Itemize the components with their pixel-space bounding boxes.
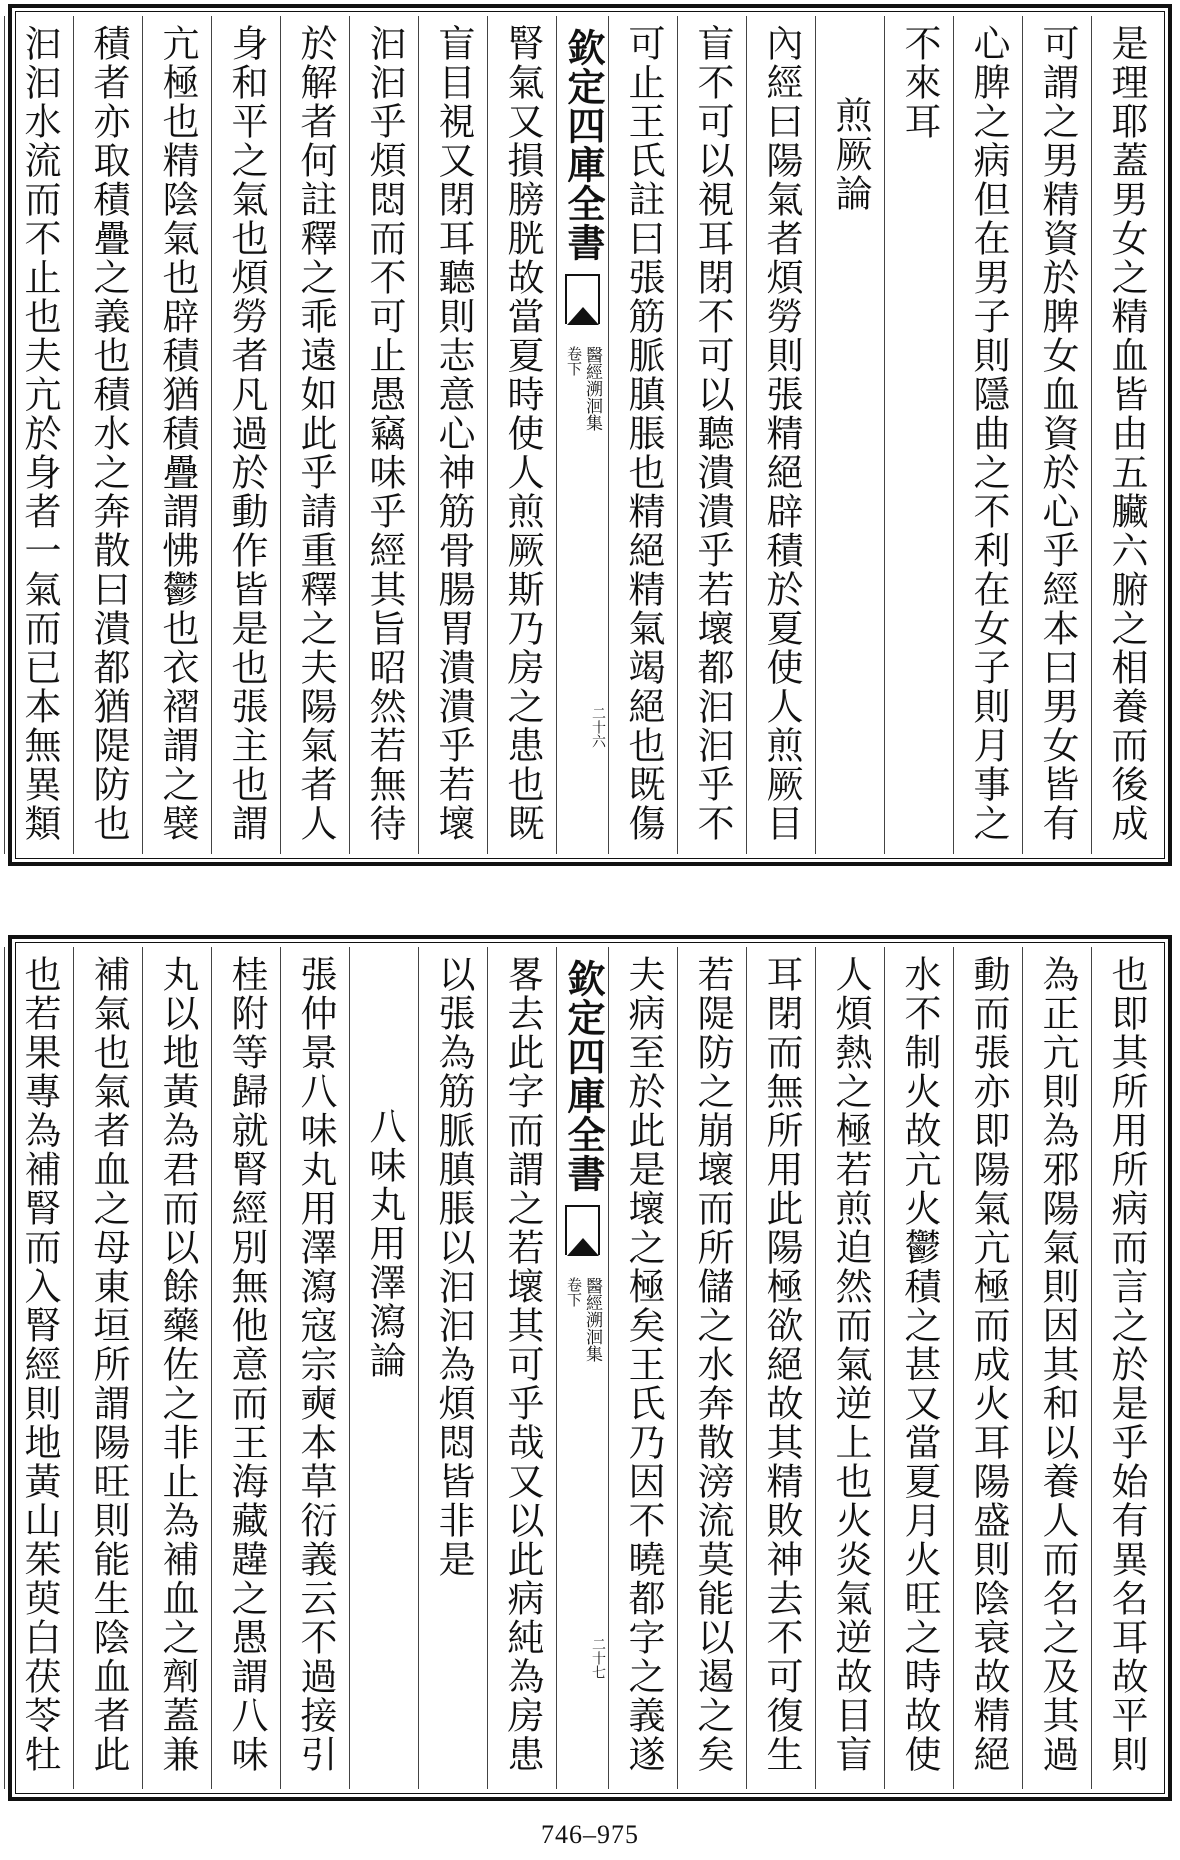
banner-title: 欽定四庫全書 bbox=[561, 28, 606, 262]
text-column: 也即其所用所病而言之於是乎始有異名耳故平則 bbox=[1091, 947, 1160, 1789]
text-column: 人煩熱之極若煎迫然而氣逆上也火炎氣逆故目盲 bbox=[815, 947, 884, 1789]
banner-book-title: 醫經溯洄集 bbox=[582, 346, 602, 431]
banner-folio: 二十六 bbox=[590, 706, 606, 748]
text-column: 夫病至於此是壞之極矣王氏乃因不曉都字之義遂 bbox=[608, 947, 677, 1789]
text-column: 丸以地黃為君而以餘藥佐之非止為補血之劑蓋兼 bbox=[142, 947, 211, 1789]
bottom-text-columns bbox=[20, 947, 1160, 1789]
section-heading: 煎厥論 bbox=[815, 16, 884, 854]
text-column: 於解者何註釋之乖遠如此乎請重釋之夫陽氣者人 bbox=[280, 16, 349, 854]
text-column: 可謂之男精資於脾女血資於心乎經本曰男女皆有 bbox=[1022, 16, 1091, 854]
text-column: 耳閉而無所用此陽極欲絕故其精敗神去不可復生 bbox=[746, 947, 815, 1789]
page-number: 746–975 bbox=[541, 1820, 639, 1849]
text-column: 也若果專為補腎而入腎經則地黃山茱萸白茯苓牡 bbox=[4, 947, 73, 1789]
text-column: 盲不可以視耳閉不可以聽潰潰乎若壞都汩汩乎不 bbox=[677, 16, 746, 854]
text-column: 盲目視又閉耳聽則志意心神筋骨腸胃潰潰乎若壞 bbox=[418, 16, 487, 854]
text-column: 積者亦取積疊之義也積水之奔散曰潰都猶隄防也 bbox=[73, 16, 142, 854]
text-column: 可止王氏註曰張筋脈䐜脹也精絕精氣竭絕也既傷 bbox=[608, 16, 677, 854]
fish-tail-mark-icon bbox=[565, 1205, 600, 1255]
banner-volume: 卷下 bbox=[565, 1277, 583, 1307]
text-column: 腎氣又損膀胱故當夏時使人煎厥斯乃房之患也既 bbox=[487, 16, 556, 854]
bottom-page bbox=[8, 935, 1172, 1801]
text-column: 水不制火故亢火鬱積之甚又當夏月火旺之時故使 bbox=[884, 947, 953, 1789]
text-column: 動而張亦即陽氣亢極而成火耳陽盛則陰衰故精絕 bbox=[953, 947, 1022, 1789]
text-column: 補氣也氣者血之母東垣所謂陽旺則能生陰血者此 bbox=[73, 947, 142, 1789]
text-column: 畧去此字而謂之若壞其可乎哉又以此病純為房患 bbox=[487, 947, 556, 1789]
text-column: 張仲景八味丸用澤瀉寇宗奭本草衍義云不過接引 bbox=[280, 947, 349, 1789]
fish-tail-mark-icon bbox=[565, 274, 600, 324]
text-column: 不來耳 bbox=[884, 16, 953, 854]
text-column: 身和平之氣也煩勞者凡過於動作皆是也張主也謂 bbox=[211, 16, 280, 854]
text-column: 是理耶蓋男女之精血皆由五臟六腑之相養而後成 bbox=[1091, 16, 1160, 854]
center-banner bbox=[556, 16, 608, 854]
text-column: 以張為筋脈䐜脹以汩汩為煩悶皆非是 bbox=[418, 947, 487, 1789]
text-column: 內經曰陽氣者煩勞則張精絕辟積於夏使人煎厥目 bbox=[746, 16, 815, 854]
center-banner bbox=[556, 947, 608, 1789]
text-column: 若隄防之崩壞而所儲之水奔散滂流莫能以遏之矣 bbox=[677, 947, 746, 1789]
banner-volume: 卷下 bbox=[565, 346, 583, 376]
top-page bbox=[8, 4, 1172, 866]
text-column: 汩汩水流而不止也夫亢於身者一氣而已本無異類 bbox=[4, 16, 73, 854]
top-text-columns bbox=[20, 16, 1160, 854]
section-heading: 八味丸用澤瀉論 bbox=[349, 947, 418, 1789]
banner-book-title: 醫經溯洄集 bbox=[582, 1277, 602, 1362]
banner-title: 欽定四庫全書 bbox=[561, 959, 606, 1193]
text-column: 桂附等歸就腎經別無他意而王海藏韙之愚謂八味 bbox=[211, 947, 280, 1789]
banner-folio: 二十七 bbox=[590, 1637, 606, 1679]
text-column: 心脾之病但在男子則隱曲之不利在女子則月事之 bbox=[953, 16, 1022, 854]
text-column: 亢極也精陰氣也辟積猶積疊謂怫鬱也衣褶謂之襞 bbox=[142, 16, 211, 854]
text-column: 汩汩乎煩悶而不可止愚竊味乎經其旨昭然若無待 bbox=[349, 16, 418, 854]
text-column: 為正亢則為邪陽氣則因其和以養人而名之及其過 bbox=[1022, 947, 1091, 1789]
